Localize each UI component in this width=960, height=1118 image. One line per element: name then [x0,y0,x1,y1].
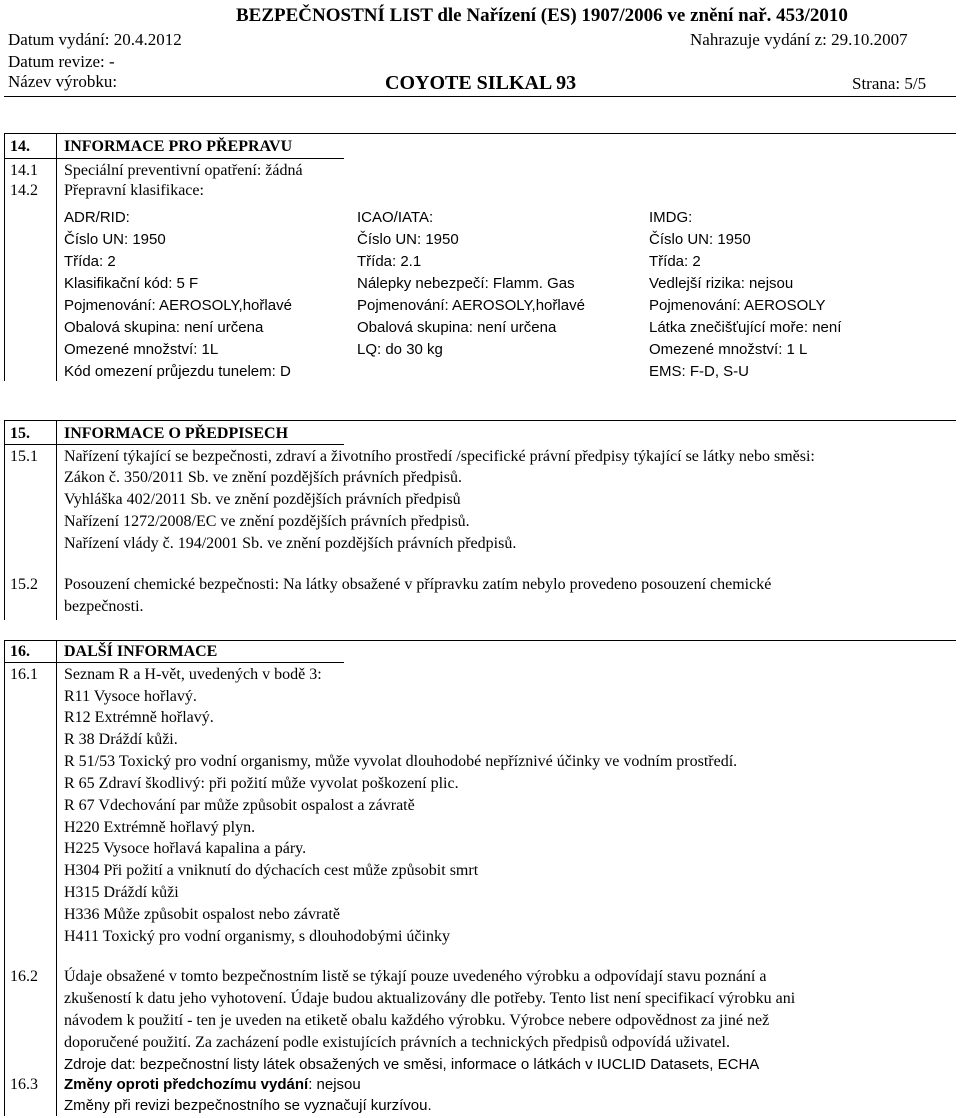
s15-1-line-2: Zákon č. 350/2011 Sb. ve znění pozdějších právních předpisů. [64,469,462,486]
s15-heading-rule [4,444,344,445]
imdg-marine: Látka znečišťující moře: není [649,319,842,336]
icao-labels: Nálepky nebezpečí: Flamm. Gas [357,275,575,292]
s14-heading: INFORMACE PRO PŘEPRAVU [64,138,293,155]
imdg-subrisk: Vedlejší rizika: nejsou [649,275,794,292]
s16-3-number: 16.3 [10,1076,38,1093]
adr-limited: Omezené množství: 1L [64,341,219,358]
s15-2-number: 15.2 [10,576,38,593]
imdg-class: Třída: 2 [649,253,701,270]
imdg-un: Číslo UN: 1950 [649,231,751,248]
imdg-ems: EMS: F-D, S-U [649,363,749,380]
s14-2-text: Přepravní klasifikace: [64,182,204,199]
adr-tunnel: Kód omezení průjezdu tunelem: D [64,363,291,380]
adr-class: Třída: 2 [64,253,116,270]
document-title: BEZPEČNOSTNÍ LIST dle Nařízení (ES) 1907/2006 ve znění nař. 453/2010 [236,5,848,26]
s15-number: 15. [10,425,30,442]
s14-number: 14. [10,138,30,155]
phrase-h220: H220 Extrémně hořlavý plyn. [64,819,256,836]
s14-1-number: 14.1 [10,162,38,179]
adr-name: Pojmenování: AEROSOLY,hořlavé [64,297,292,314]
s16-2-line-4: doporučené použití. Za zacházení podle existujících právních a technických předpisů odpovídá uživatel. [64,1034,730,1051]
product-name: COYOTE SILKAL 93 [385,72,577,94]
changes-value: : nejsou [308,1076,361,1093]
icao-heading: ICAO/IATA: [357,209,434,226]
imdg-name: Pojmenování: AEROSOLY [649,297,826,314]
s15-1-number: 15.1 [10,448,38,465]
s15-divider [56,420,57,620]
s15-1-line-5: Nařízení vlády č. 194/2001 Sb. ve znění pozdějších právních předpisů. [64,535,517,552]
icao-un: Číslo UN: 1950 [357,231,459,248]
s15-1-line-3: Vyhláška 402/2011 Sb. ve znění pozdějších právních předpisů [64,491,461,508]
phrase-h315: H315 Dráždí kůži [64,884,179,901]
s16-number: 16. [10,643,30,660]
issue-date: Datum vydání: 20.4.2012 [8,30,182,49]
s14-top-rule [4,133,956,134]
s15-2-line-1: Posouzení chemické bezpečnosti: Na látky obsažené v přípravku zatím nebylo provedeno posouzení chemické [64,576,772,593]
s16-1-intro: Seznam R a H-vět, uvedených v bodě 3: [64,666,322,683]
s16-2-number: 16.2 [10,968,38,985]
s15-heading: INFORMACE O PŘEDPISECH [64,425,289,442]
s14-1-text: Speciální preventivní opatření: žádná [64,162,303,179]
s16-heading-rule [4,662,344,663]
replaces-date: Nahrazuje vydání z: 29.10.2007 [690,30,908,49]
phrase-r38: R 38 Dráždí kůži. [64,731,178,748]
s15-1-line-4: Nařízení 1272/2008/EC ve znění pozdějších právních předpisů. [64,513,470,530]
s15-1-line-1: Nařízení týkající se bezpečnosti, zdraví a životního prostředí /specifické právní předpisy týkající se látky nebo směsi: [64,448,815,465]
icao-lq: LQ: do 30 kg [357,341,443,358]
s16-left-border [4,640,5,1116]
s16-2-line-1: Údaje obsažené v tomto bezpečnostním listě se týkají pouze uvedeného výrobku a odpovídají stavu poznání a [64,968,767,985]
icao-name: Pojmenování: AEROSOLY,hořlavé [357,297,585,314]
s14-divider [56,133,57,381]
phrase-r12: R12 Extrémně hořlavý. [64,709,214,726]
phrase-r67: R 67 Vdechování par může způsobit ospalost a závratě [64,797,415,814]
adr-code: Klasifikační kód: 5 F [64,275,199,292]
s16-1-number: 16.1 [10,666,38,683]
phrase-r5153: R 51/53 Toxický pro vodní organismy, může vyvolat dlouhodobé nepříznivé účinky ve vodním prostředí. [64,753,738,770]
adr-heading: ADR/RID: [64,209,130,226]
phrase-h225: H225 Vysoce hořlavá kapalina a páry. [64,840,307,857]
s16-3-note: Změny při revizi bezpečnostního se vyznačují kurzívou. [64,1097,432,1114]
changes-label: Změny oproti předchozímu vydání [64,1076,309,1093]
icao-packing: Obalová skupina: není určena [357,319,557,336]
header-rule [4,96,956,97]
s16-2-line-5: Zdroje dat: bezpečnostní listy látek obsažených ve směsi, informace o látkách v IUCLID Datasets, ECHA [64,1056,760,1073]
product-label: Název výrobku: [8,72,118,91]
s16-divider [56,640,57,1116]
s16-2-line-2: zkušeností k datu jeho vyhotovení. Údaje budou aktualizovány dle potřeby. Tento list není specifikací výrobku ani [64,990,796,1007]
s16-heading: DALŠÍ INFORMACE [64,643,218,660]
s16-2-line-3: návodem k použití - ten je uveden na etiketě obalu každého výrobku. Výrobce nebere odpovědnost za jiné než [64,1012,770,1029]
icao-class: Třída: 2.1 [357,253,422,270]
adr-packing: Obalová skupina: není určena [64,319,264,336]
s15-left-border [4,420,5,620]
phrase-r11: R11 Vysoce hořlavý. [64,688,197,705]
revision-date: Datum revize: - [8,52,115,71]
page-number: Strana: 5/5 [852,74,927,93]
s16-top-rule [4,640,956,641]
imdg-heading: IMDG: [649,209,693,226]
s14-left-border [4,133,5,381]
s15-top-rule [4,420,956,421]
s14-heading-rule [4,158,344,159]
phrase-h304: H304 Při požití a vniknutí do dýchacích cest může způsobit smrt [64,862,479,879]
imdg-limited: Omezené množství: 1 L [649,341,808,358]
s15-2-line-2: bezpečnosti. [64,598,144,615]
phrase-h411: H411 Toxický pro vodní organismy, s dlouhodobými účinky [64,928,450,945]
s14-2-number: 14.2 [10,182,38,199]
phrase-h336: H336 Může způsobit ospalost nebo závratě [64,906,340,923]
s16-3-changes [64,1075,361,1095]
adr-un: Číslo UN: 1950 [64,231,166,248]
phrase-r65: R 65 Zdraví škodlivý: při požití může vyvolat poškození plic. [64,775,459,792]
